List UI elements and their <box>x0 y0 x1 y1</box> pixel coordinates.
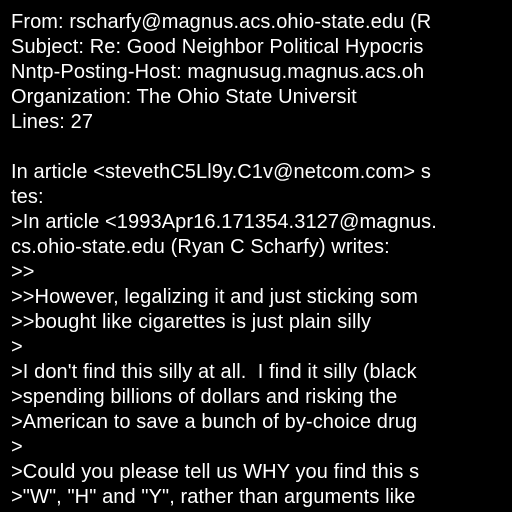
body-line: >spending billions of dollars and risking the <box>11 386 398 408</box>
body-line: >I don't find this silly at all. I find it silly (black <box>11 361 417 383</box>
body-line: In article <stevethC5Ll9y.C1v@netcom.com> s <box>11 161 431 183</box>
header-lines: Lines: 27 <box>11 111 94 133</box>
body-line: >Could you please tell us WHY you find this s <box>11 461 420 483</box>
header-subject: Subject: Re: Good Neighbor Political Hypocris <box>11 36 424 58</box>
body-line: > <box>11 336 23 358</box>
body-line: >>bought like cigarettes is just plain silly <box>11 311 372 333</box>
body-line: tes: <box>11 186 44 208</box>
header-organization: Organization: The Ohio State Universit <box>11 86 357 108</box>
body-line: >"W", "H" and "Y", rather than arguments like <box>11 486 416 508</box>
body-line: >In article <1993Apr16.171354.3127@magnus. <box>11 211 437 233</box>
body-line: > <box>11 436 23 458</box>
header-from: From: rscharfy@magnus.acs.ohio-state.edu (R <box>11 11 432 33</box>
body-line: cs.ohio-state.edu (Ryan C Scharfy) writes: <box>11 236 390 258</box>
body-line: >>However, legalizing it and just sticking som <box>11 286 419 308</box>
body-line: >> <box>11 261 35 283</box>
header-nntp-host: Nntp-Posting-Host: magnusug.magnus.acs.oh <box>11 61 425 83</box>
body-line: >American to save a bunch of by-choice drug <box>11 411 418 433</box>
